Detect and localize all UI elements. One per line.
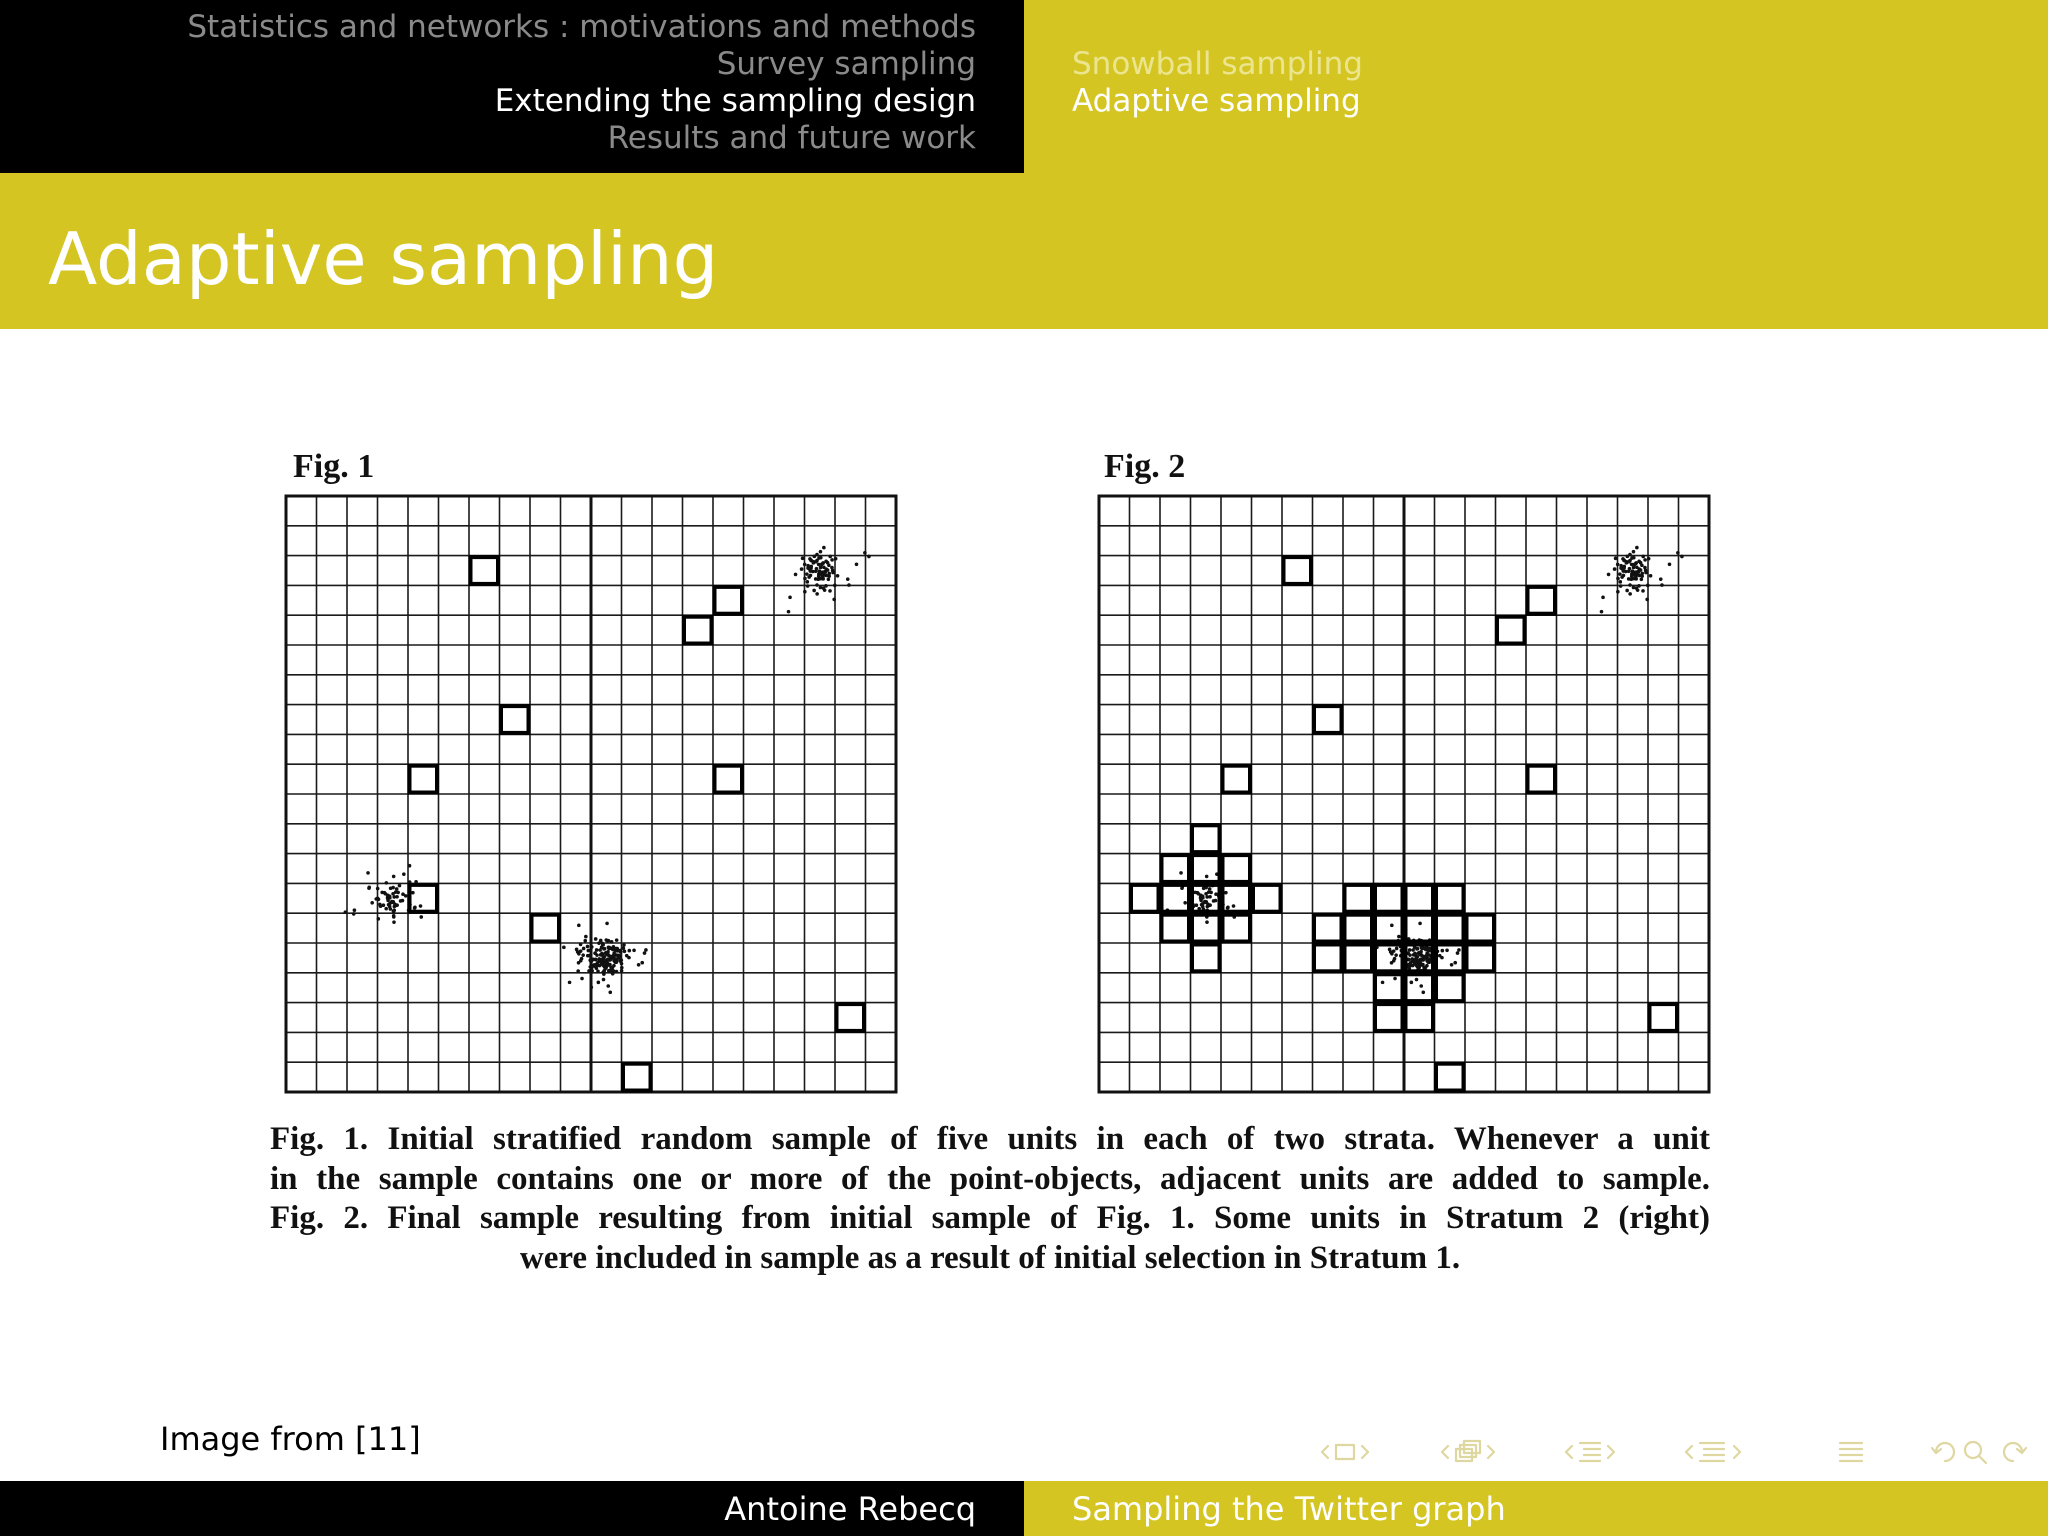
sampled-unit [1375,885,1403,912]
frame-prev-icon[interactable] [1442,1446,1448,1458]
sampled-unit [715,587,743,614]
sampled-unit [501,706,529,733]
frame-next-icon[interactable] [1488,1446,1494,1458]
slide-prev-icon[interactable] [1322,1446,1328,1458]
header-subsections-panel [1024,0,2048,173]
slide-icon[interactable] [1336,1445,1354,1459]
slide-next-icon[interactable] [1362,1446,1368,1458]
section-next-icon[interactable] [1734,1446,1740,1458]
sampled-unit [1223,915,1251,942]
search-icon[interactable] [1965,1442,1986,1463]
sampled-unit [1345,915,1373,942]
sampled-unit [1162,885,1190,912]
sampled-unit [1528,587,1556,614]
figure-caption [270,1120,1710,1278]
nav-subsection-1[interactable]: Snowball sampling [1072,46,1363,82]
section-icon[interactable] [1700,1443,1724,1461]
header-sections-panel [0,0,1024,173]
sampled-unit [1436,885,1464,912]
sampled-unit [1345,945,1373,972]
forward-icon[interactable] [2004,1443,2026,1461]
sampled-unit [1528,766,1556,793]
sampled-unit [1192,825,1220,852]
sampled-unit [1406,1004,1434,1031]
sampled-unit [1375,974,1403,1001]
sampled-unit [623,1064,651,1091]
back-icon[interactable] [1932,1443,1954,1461]
sampled-unit [1131,885,1159,912]
footer-author-panel [0,1481,1024,1536]
sampled-unit [1162,915,1190,942]
sampled-unit [1253,885,1281,912]
sampled-unit [1436,915,1464,942]
nav-section-3-current[interactable]: Extending the sampling design [494,83,976,119]
sampled-unit [1467,915,1495,942]
subsection-prev-icon[interactable] [1566,1446,1572,1458]
nav-section-2[interactable]: Survey sampling [716,46,976,82]
sampled-unit [1650,1004,1678,1031]
frame-title-bar [0,173,2048,329]
figure-2-grid [1097,494,1711,1094]
sampled-unit [532,915,560,942]
caption-line-4: were included in sample as a result of initial selection in Stratum 1. [519,1239,1461,1276]
sampled-unit [1223,855,1251,882]
sampled-unit [1436,974,1464,1001]
sampled-unit [1436,1064,1464,1091]
beamer-navigation-bar [1310,1432,2030,1472]
sampled-unit [471,557,499,584]
sampled-unit [1314,945,1342,972]
sampled-unit [1192,915,1220,942]
subsection-icon[interactable] [1580,1443,1600,1461]
sampled-unit [410,766,438,793]
sampled-unit [1223,766,1251,793]
sampled-unit [1284,557,1312,584]
figure-2-label: Fig. 2 [1104,448,1186,485]
footer-talk-title: Sampling the Twitter graph [1072,1490,1506,1528]
sampled-unit [1192,945,1220,972]
footer-author: Antoine Rebecq [724,1490,976,1528]
frame-title: Adaptive sampling [48,217,719,301]
point-cluster [562,922,648,994]
caption-line-3: Fig. 2. Final sample resulting from initial sample of Fig. 1. Some units in Stratum 2 (right) [270,1200,1710,1236]
subsection-next-icon[interactable] [1608,1446,1614,1458]
sampled-unit [837,1004,865,1031]
section-prev-icon[interactable] [1686,1446,1692,1458]
point-cluster [1375,922,1461,994]
sampled-unit [684,617,712,644]
sampled-unit [1406,885,1434,912]
nav-section-4[interactable]: Results and future work [607,120,976,156]
caption-line-2: in the sample contains one or more of the point-objects, adjacent units are added to sample. [270,1160,1710,1197]
nav-subsection-2-current[interactable]: Adaptive sampling [1072,83,1361,119]
frame-icon[interactable] [1456,1441,1480,1461]
footer-title-panel [1024,1481,2048,1536]
sampled-unit [715,766,743,793]
nav-section-1[interactable]: Statistics and networks : motivations and methods [187,9,976,45]
figure-1-grid [284,494,898,1094]
sampled-unit [1314,706,1342,733]
sampled-unit [1406,974,1434,1001]
toc-icon[interactable] [1840,1443,1862,1461]
sampled-unit [1497,617,1525,644]
image-credit: Image from [11] [160,1420,421,1458]
figure-1-label: Fig. 1 [293,448,375,485]
sampled-unit [1375,1004,1403,1031]
sampled-unit [1314,915,1342,942]
sampled-unit [1162,855,1190,882]
caption-line-1: Fig. 1. Initial stratified random sample of five units in each of two strata. Whenever a unit [270,1121,1710,1157]
sampled-unit [1345,885,1373,912]
sampled-unit [1467,945,1495,972]
